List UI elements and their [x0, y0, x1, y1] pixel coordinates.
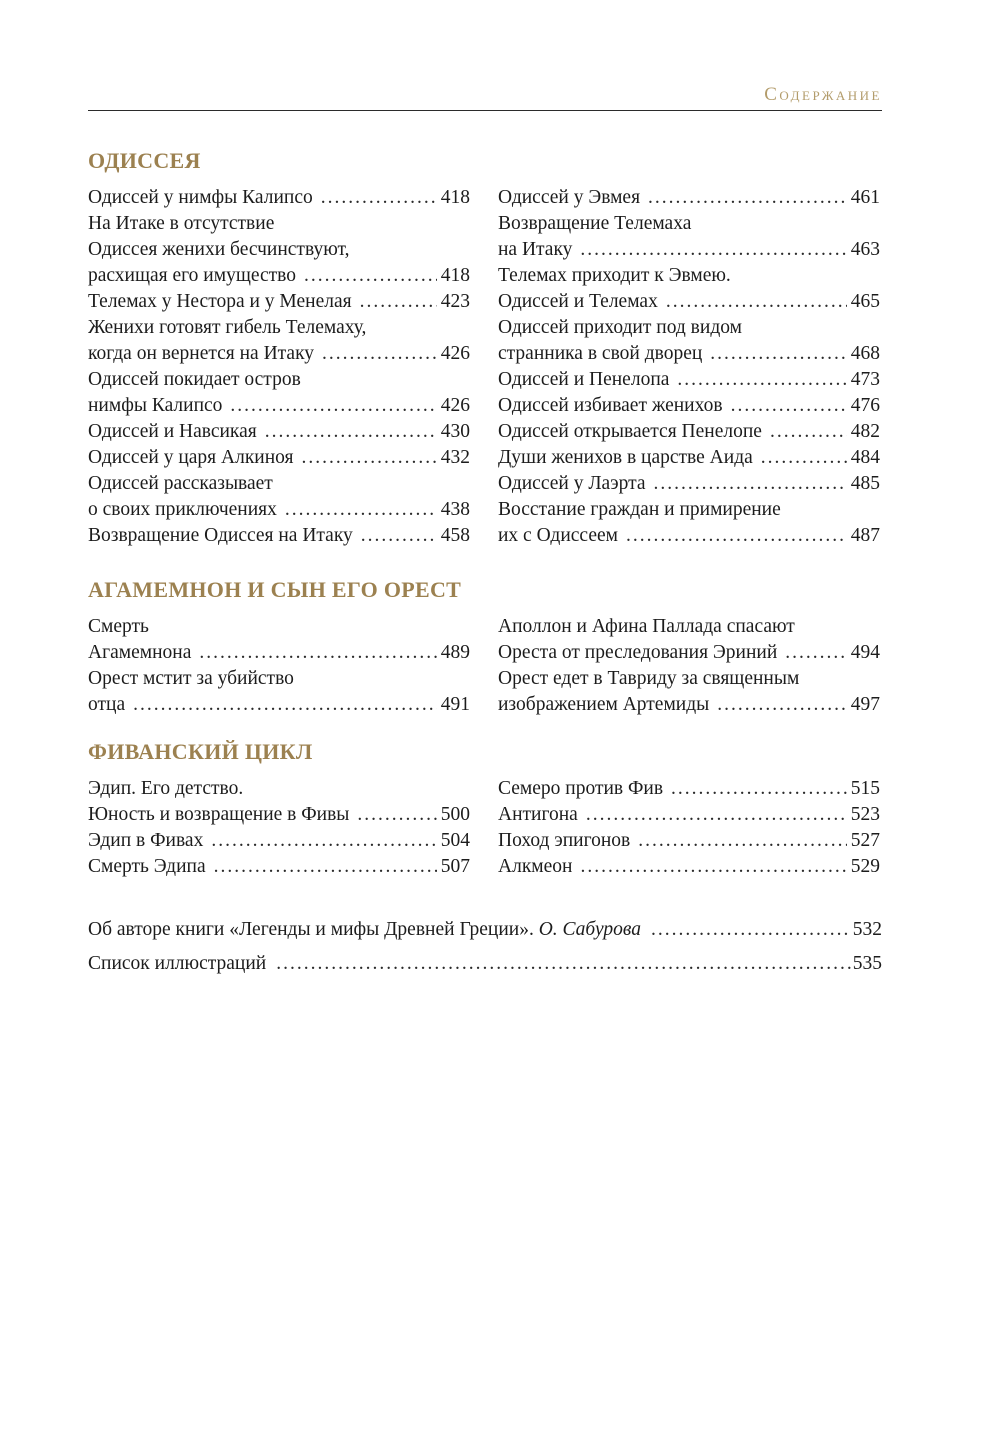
running-head: Содержание [764, 84, 882, 105]
dot-leader [638, 828, 847, 854]
toc-column-right [498, 185, 880, 549]
toc-entry[interactable] [498, 419, 880, 445]
header-rule [88, 110, 882, 111]
dot-leader [276, 947, 851, 981]
toc-page-number: 418 [440, 187, 470, 208]
toc-entry[interactable] [88, 445, 470, 471]
toc-entry-line [498, 393, 880, 419]
toc-entry-line [498, 666, 880, 692]
toc-entry-title: Об авторе книги «Легенды и мифы Древней Греции». О. Сабурова [88, 919, 641, 940]
toc-entry[interactable] [498, 854, 880, 880]
toc-entry-title: Одиссея женихи бесчинствуют, [88, 239, 350, 260]
toc-entry-line [498, 419, 880, 445]
toc-entry-line [498, 828, 880, 854]
toc-page-number: 482 [850, 421, 880, 442]
toc-entry-line [498, 614, 880, 640]
toc-entry-line [88, 802, 470, 828]
toc-page-number: 476 [850, 395, 880, 416]
toc-entry[interactable] [88, 419, 470, 445]
toc-entry[interactable] [498, 185, 880, 211]
dot-leader [651, 913, 851, 947]
toc-entry-title: Орест мстит за убийство [88, 668, 294, 689]
toc-entry-title: нимфы Калипсо [88, 395, 223, 416]
toc-entry-line [88, 315, 470, 341]
toc-entry-title: Алкмеон [498, 856, 573, 877]
toc-entry[interactable] [498, 497, 880, 549]
dot-leader [677, 367, 846, 393]
toc-entry-line [498, 776, 880, 802]
toc-entry-line [498, 185, 880, 211]
toc-entry-line [498, 523, 880, 549]
dot-leader [285, 497, 437, 523]
toc-entry-line [88, 419, 470, 445]
toc-page-number: 473 [850, 369, 880, 390]
toc-entry-title: Антигона [498, 804, 578, 825]
toc-entry-line [88, 237, 470, 263]
toc-column-left [88, 614, 470, 718]
toc-entry-title: Одиссей у царя Алкиноя [88, 447, 294, 468]
toc-entry[interactable] [498, 367, 880, 393]
dot-leader [626, 523, 847, 549]
dot-leader [717, 692, 846, 718]
toc-entry-line [498, 289, 880, 315]
toc-entry-title: на Итаку [498, 239, 573, 260]
dot-leader [214, 854, 437, 880]
dot-leader [133, 692, 437, 718]
toc-entry-line [88, 523, 470, 549]
toc-entry-line [88, 367, 470, 393]
toc-entry[interactable] [88, 666, 470, 718]
toc-entry-line [88, 692, 470, 718]
dot-leader [671, 776, 847, 802]
toc-page-number: 484 [850, 447, 880, 468]
toc-entry-line [498, 445, 880, 471]
toc-entry[interactable] [88, 854, 470, 880]
toc-page-number: 426 [440, 343, 470, 364]
toc-entry-title: Смерть Эдипа [88, 856, 206, 877]
toc-entry[interactable] [88, 185, 470, 211]
toc-entry-illustrations[interactable] [88, 947, 882, 981]
toc-entry-line [498, 497, 880, 523]
toc-entry-title: Эдип. Его детство. [88, 778, 244, 799]
toc-page-number: 500 [440, 804, 470, 825]
dot-leader [653, 471, 846, 497]
toc-entry[interactable] [88, 776, 470, 828]
toc-entry-title: На Итаке в отсутствие [88, 213, 275, 234]
toc-entry-title: Одиссей и Пенелопа [498, 369, 670, 390]
toc-page-number: 515 [850, 778, 880, 799]
toc-entry[interactable] [498, 211, 880, 263]
toc-entry-title: о своих приключениях [88, 499, 277, 520]
toc-entry-line [88, 776, 470, 802]
toc-page-number: 507 [440, 856, 470, 877]
toc-column-left [88, 185, 470, 549]
toc-page-number: 423 [440, 291, 470, 312]
toc-page-number: 529 [850, 856, 880, 877]
toc-entry-line [88, 640, 470, 666]
toc-page-number: 504 [440, 830, 470, 851]
toc-entry[interactable] [88, 367, 470, 419]
dot-leader [304, 263, 437, 289]
toc-entry-line [88, 211, 470, 237]
toc-entry-title: Одиссей избивает женихов [498, 395, 723, 416]
toc-page-number: 430 [440, 421, 470, 442]
dot-leader [357, 802, 436, 828]
toc-page-number: 535 [852, 953, 882, 974]
toc-page-number: 527 [850, 830, 880, 851]
toc-entry-author: О. Сабурова [538, 919, 641, 940]
dot-leader [580, 854, 846, 880]
toc-page-number: 497 [850, 694, 880, 715]
toc-entry-title: их с Одиссеем [498, 525, 618, 546]
toc-entry-line [88, 828, 470, 854]
toc-entry-line [88, 471, 470, 497]
toc-entry-title: Одиссей у нимфы Калипсо [88, 187, 313, 208]
toc-entry-title: Одиссей приходит под видом [498, 317, 742, 338]
dot-leader [586, 802, 847, 828]
dot-leader [321, 185, 437, 211]
dot-leader [710, 341, 846, 367]
dot-leader [322, 341, 437, 367]
dot-leader [761, 445, 847, 471]
dot-leader [580, 237, 846, 263]
toc-entry-line [88, 497, 470, 523]
toc-entry-line [498, 341, 880, 367]
toc-entry[interactable] [498, 315, 880, 367]
toc-entry-title: Аполлон и Афина Паллада спасают [498, 616, 795, 637]
toc-entry[interactable] [498, 666, 880, 718]
toc-entry[interactable] [88, 828, 470, 854]
toc-page-number: 532 [852, 919, 882, 940]
dot-leader [302, 445, 437, 471]
toc-entry[interactable] [498, 393, 880, 419]
toc-entry-title: Одиссей рассказывает [88, 473, 273, 494]
toc-entry-title: Ореста от преследования Эриний [498, 642, 778, 663]
toc-entry-line [88, 854, 470, 880]
toc-entry[interactable] [88, 614, 470, 666]
toc-entry-title: Одиссей открывается Пенелопе [498, 421, 762, 442]
toc-entry-title: Восстание граждан и примирение [498, 499, 781, 520]
toc-column-left [88, 776, 470, 880]
toc-entry-title: Возвращение Телемаха [498, 213, 692, 234]
dot-leader [731, 393, 847, 419]
toc-entry-title: Женихи готовят гибель Телемаху, [88, 317, 367, 338]
toc-entry[interactable] [88, 289, 470, 315]
dot-leader [785, 640, 846, 666]
toc-entry-line [88, 666, 470, 692]
toc-entry[interactable] [88, 211, 470, 289]
toc-entry-line [88, 393, 470, 419]
toc-entry-line [498, 692, 880, 718]
toc-entry[interactable] [498, 471, 880, 497]
toc-column-right [498, 614, 880, 718]
toc-entry-line [498, 263, 880, 289]
toc-entry-title: Одиссей и Навсикая [88, 421, 257, 442]
toc-page-number: 489 [440, 642, 470, 663]
toc-entry-title: Семеро против Фив [498, 778, 664, 799]
toc-entry-line [498, 471, 880, 497]
toc-page-number: 432 [440, 447, 470, 468]
section-title-agamemnon: АГАМЕМНОН И СЫН ЕГО ОРЕСТ [88, 577, 462, 602]
toc-page-number: 468 [850, 343, 880, 364]
toc-page-number: 458 [440, 525, 470, 546]
toc-entry-title: Орест едет в Тавриду за священным [498, 668, 800, 689]
toc-entry-title: расхищая его имущество [88, 265, 296, 286]
toc-entry-title: Смерть [88, 616, 149, 637]
toc-page-number: 485 [850, 473, 880, 494]
toc-entry-line [88, 289, 470, 315]
toc-page-number: 438 [440, 499, 470, 520]
toc-entry-line [498, 211, 880, 237]
dot-leader [666, 289, 847, 315]
toc-entry-line [88, 341, 470, 367]
toc-page-number: 426 [440, 395, 470, 416]
toc-entry-title: отца [88, 694, 126, 715]
dot-leader [360, 289, 437, 315]
toc-page-number: 461 [850, 187, 880, 208]
dot-leader [211, 828, 436, 854]
toc-entry-line [88, 614, 470, 640]
toc-entry[interactable] [88, 315, 470, 367]
toc-entry-title: Одиссей у Лаэрта [498, 473, 646, 494]
toc-entry-line [498, 237, 880, 263]
toc-entry-line [498, 854, 880, 880]
toc-page-number: 463 [850, 239, 880, 260]
toc-entry[interactable] [88, 523, 470, 549]
toc-entry-title: Юность и возвращение в Фивы [88, 804, 350, 825]
toc-entry-line [498, 315, 880, 341]
toc-entry-title: Одиссей покидает остров [88, 369, 301, 390]
toc-entry[interactable] [498, 445, 880, 471]
toc-column-right [498, 776, 880, 880]
toc-entry-title: Поход эпигонов [498, 830, 631, 851]
toc-entry-title: Список иллюстраций [88, 953, 267, 974]
toc-entry[interactable] [498, 802, 880, 828]
toc-entry-line [88, 185, 470, 211]
dot-leader [648, 185, 847, 211]
toc-entry-title: странника в свой дворец [498, 343, 703, 364]
toc-page-number: 494 [850, 642, 880, 663]
section-title-odyssey: ОДИССЕЯ [88, 148, 201, 173]
toc-entry-title: когда он вернется на Итаку [88, 343, 315, 364]
toc-page-number: 523 [850, 804, 880, 825]
toc-page-number: 418 [440, 265, 470, 286]
toc-entry-title: Агамемнона [88, 642, 192, 663]
dot-leader [770, 419, 847, 445]
section-title-theban-cycle: ФИВАНСКИЙ ЦИКЛ [88, 739, 313, 764]
toc-entry-title: Эдип в Фивах [88, 830, 204, 851]
dot-leader [265, 419, 437, 445]
toc-entry-line [88, 263, 470, 289]
toc-entry-line [498, 802, 880, 828]
toc-entry-line [498, 640, 880, 666]
toc-page-number: 487 [850, 525, 880, 546]
toc-entry-title: Возвращение Одиссея на Итаку [88, 525, 353, 546]
toc-entry[interactable] [498, 263, 880, 315]
toc-entry-title: Одиссей и Телемах [498, 291, 658, 312]
toc-entry[interactable] [88, 471, 470, 523]
toc-page-number: 491 [440, 694, 470, 715]
dot-leader [230, 393, 436, 419]
toc-entry-title: изображением Артемиды [498, 694, 710, 715]
toc-entry[interactable] [498, 614, 880, 666]
toc-entry-title: Телемах у Нестора и у Менелая [88, 291, 352, 312]
toc-entry[interactable] [498, 828, 880, 854]
toc-entry-title: Телемах приходит к Эвмею. [498, 265, 731, 286]
toc-entry[interactable] [498, 776, 880, 802]
toc-entry-title: Души женихов в царстве Аида [498, 447, 753, 468]
dot-leader [199, 640, 436, 666]
toc-bottom-entries [88, 913, 882, 981]
dot-leader [361, 523, 437, 549]
toc-entry-about-author[interactable] [88, 913, 882, 947]
toc-entry-line [88, 445, 470, 471]
toc-entry-title: Одиссей у Эвмея [498, 187, 641, 208]
toc-page-number: 465 [850, 291, 880, 312]
toc-entry-line [498, 367, 880, 393]
